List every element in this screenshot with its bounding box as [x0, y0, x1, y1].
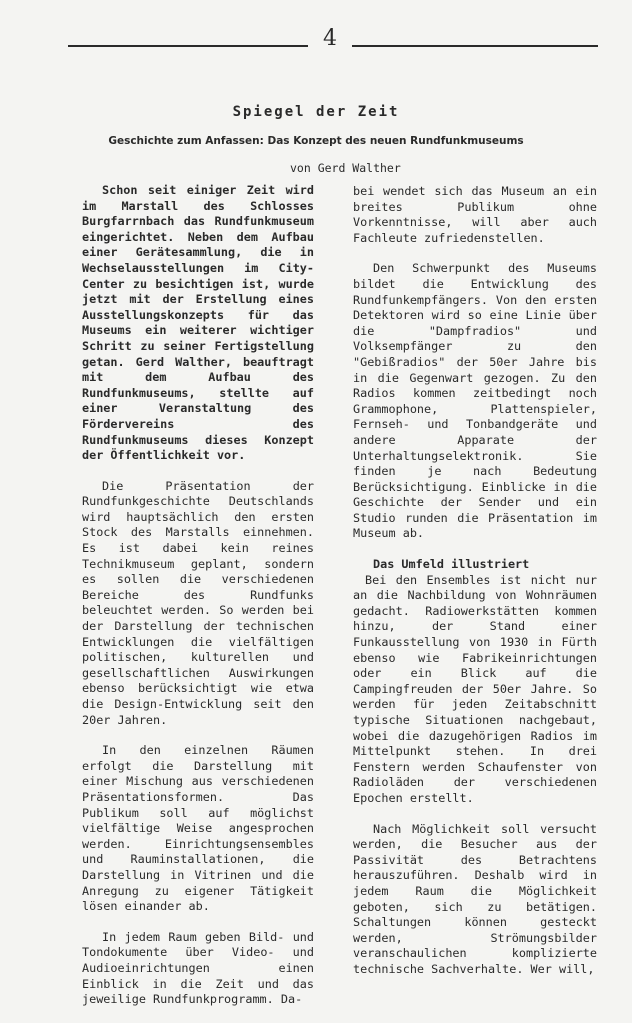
article-title: Spiegel der Zeit [232, 104, 400, 120]
right-column [353, 184, 597, 993]
body-paragraph: bei wendet sich das Museum an ein breites Publikum ohne Vorkenntnisse, will aber auch Fachleute zufriedenstellen. [353, 184, 597, 245]
lead-paragraph: Schon seit einiger Zeit wird im Marstall des Schlosses Burgfarrnbach das Rundfunkmuseum eingerichtet. Neben dem Aufbau einer Gerätesammlung, die in Wechselausstellungen im City-Center zu besichtigen ist, wurde jetzt mit der Erstellung eines Ausstellungskonzepts für das Museums ein weiterer wichtiger Schritt zu seiner Fertigstellung getan. Gerd Walther, beauftragt mit dem Aufbau des Rundfunkmuseums, stellte auf einer Veranstaltung des Fördervereins des Rundfunkmuseums dieses Konzept der Öffentlichkeit vor. [82, 183, 314, 463]
article-byline: von Gerd Walther [290, 161, 401, 175]
body-paragraph: Nach Möglichkeit soll versucht werden, die Besucher aus der Passivität des Betrachtens herauszuführen. Deshalb wird in jedem Raum die Möglichkeit geboten, sich zu betätigen. Schaltungen können gesteckt werden, Strömungsbilder veranschaulichen komplizierte technische Sachverhalte. Wer will, [353, 821, 597, 976]
body-paragraph: In den einzelnen Räumen erfolgt die Darstellung mit einer Mischung aus verschiedenen Präsentationsformen. Das Publikum soll auf möglichst vielfältige Weise angesprochen werden. Einrichtungsensembles und Rauminstallationen, die Darstellung in Vitrinen und die Anregung zu eigener Tätigkeit lösen einander ab. [82, 743, 314, 914]
body-paragraph: Bei den Ensembles ist nicht nur an die Nachbildung von Wohnräumen gedacht. Radiowerkstätten kommen hinzu, der Stand einer Funkausstellung von 1930 in Fürth ebenso wie Fabrikeinrichtungen oder ein Blick auf die Campingfreuden der 50er Jahre. So werden für jeden Zeitabschnitt typische Situationen nachgebaut, wobei die dazugehörigen Radios im Mittelpunkt stehen. In drei Fenstern werden Schaufenster von Radioläden der verschiedenen Epochen erstellt. [353, 572, 597, 805]
header-rule-right [352, 45, 598, 47]
body-paragraph: Die Präsentation der Rundfunkgeschichte Deutschlands wird hauptsächlich den ersten Stock des Marstalls einnehmen. Es ist dabei kein reines Technikmuseum geplant, sondern es sollen die verschiedenen Bereiche des Rundfunks beleuchtet werden. So werden bei der Darstellung der technischen Entwicklungen die vielfältigen politischen, kulturellen und gesellschaftlichen Auswirkungen ebenso berücksichtigt wie etwa die Design-Entwicklung seit den 20er Jahren. [82, 478, 314, 727]
page-number: 4 [323, 26, 337, 51]
body-paragraph: Den Schwerpunkt des Museums bildet die Entwicklung des Rundfunkempfängers. Von den ersten Detektoren wird so eine Linie über die "Dampfradios" und Volksempfänger zu den "Gebißradios" der 50er Jahre bis in die Gegenwart gezogen. Zu den Radios kommen zeitbedingt noch Grammophone, Plattenspieler, Fernseh- und Tonbandgeräte und andere Apparate der Unterhaltungselektronik. Sie finden je nach Bedeutung Berücksichtigung. Einblicke in die Geschichte der Sender und ein Studio runden die Präsentation im Museum ab. [353, 261, 597, 541]
article-subtitle: Geschichte zum Anfassen: Das Konzept des neuen Rundfunkmuseums [108, 135, 524, 147]
header-rule-left [68, 45, 308, 47]
body-paragraph: In jedem Raum geben Bild- und Tondokumente über Video- und Audioeinrichtungen einen Einblick in die Zeit und das jeweilige Rundfunkprogramm. Da- [82, 929, 314, 1007]
left-column [82, 183, 314, 1023]
section-heading: Das Umfeld illustriert [373, 557, 530, 572]
